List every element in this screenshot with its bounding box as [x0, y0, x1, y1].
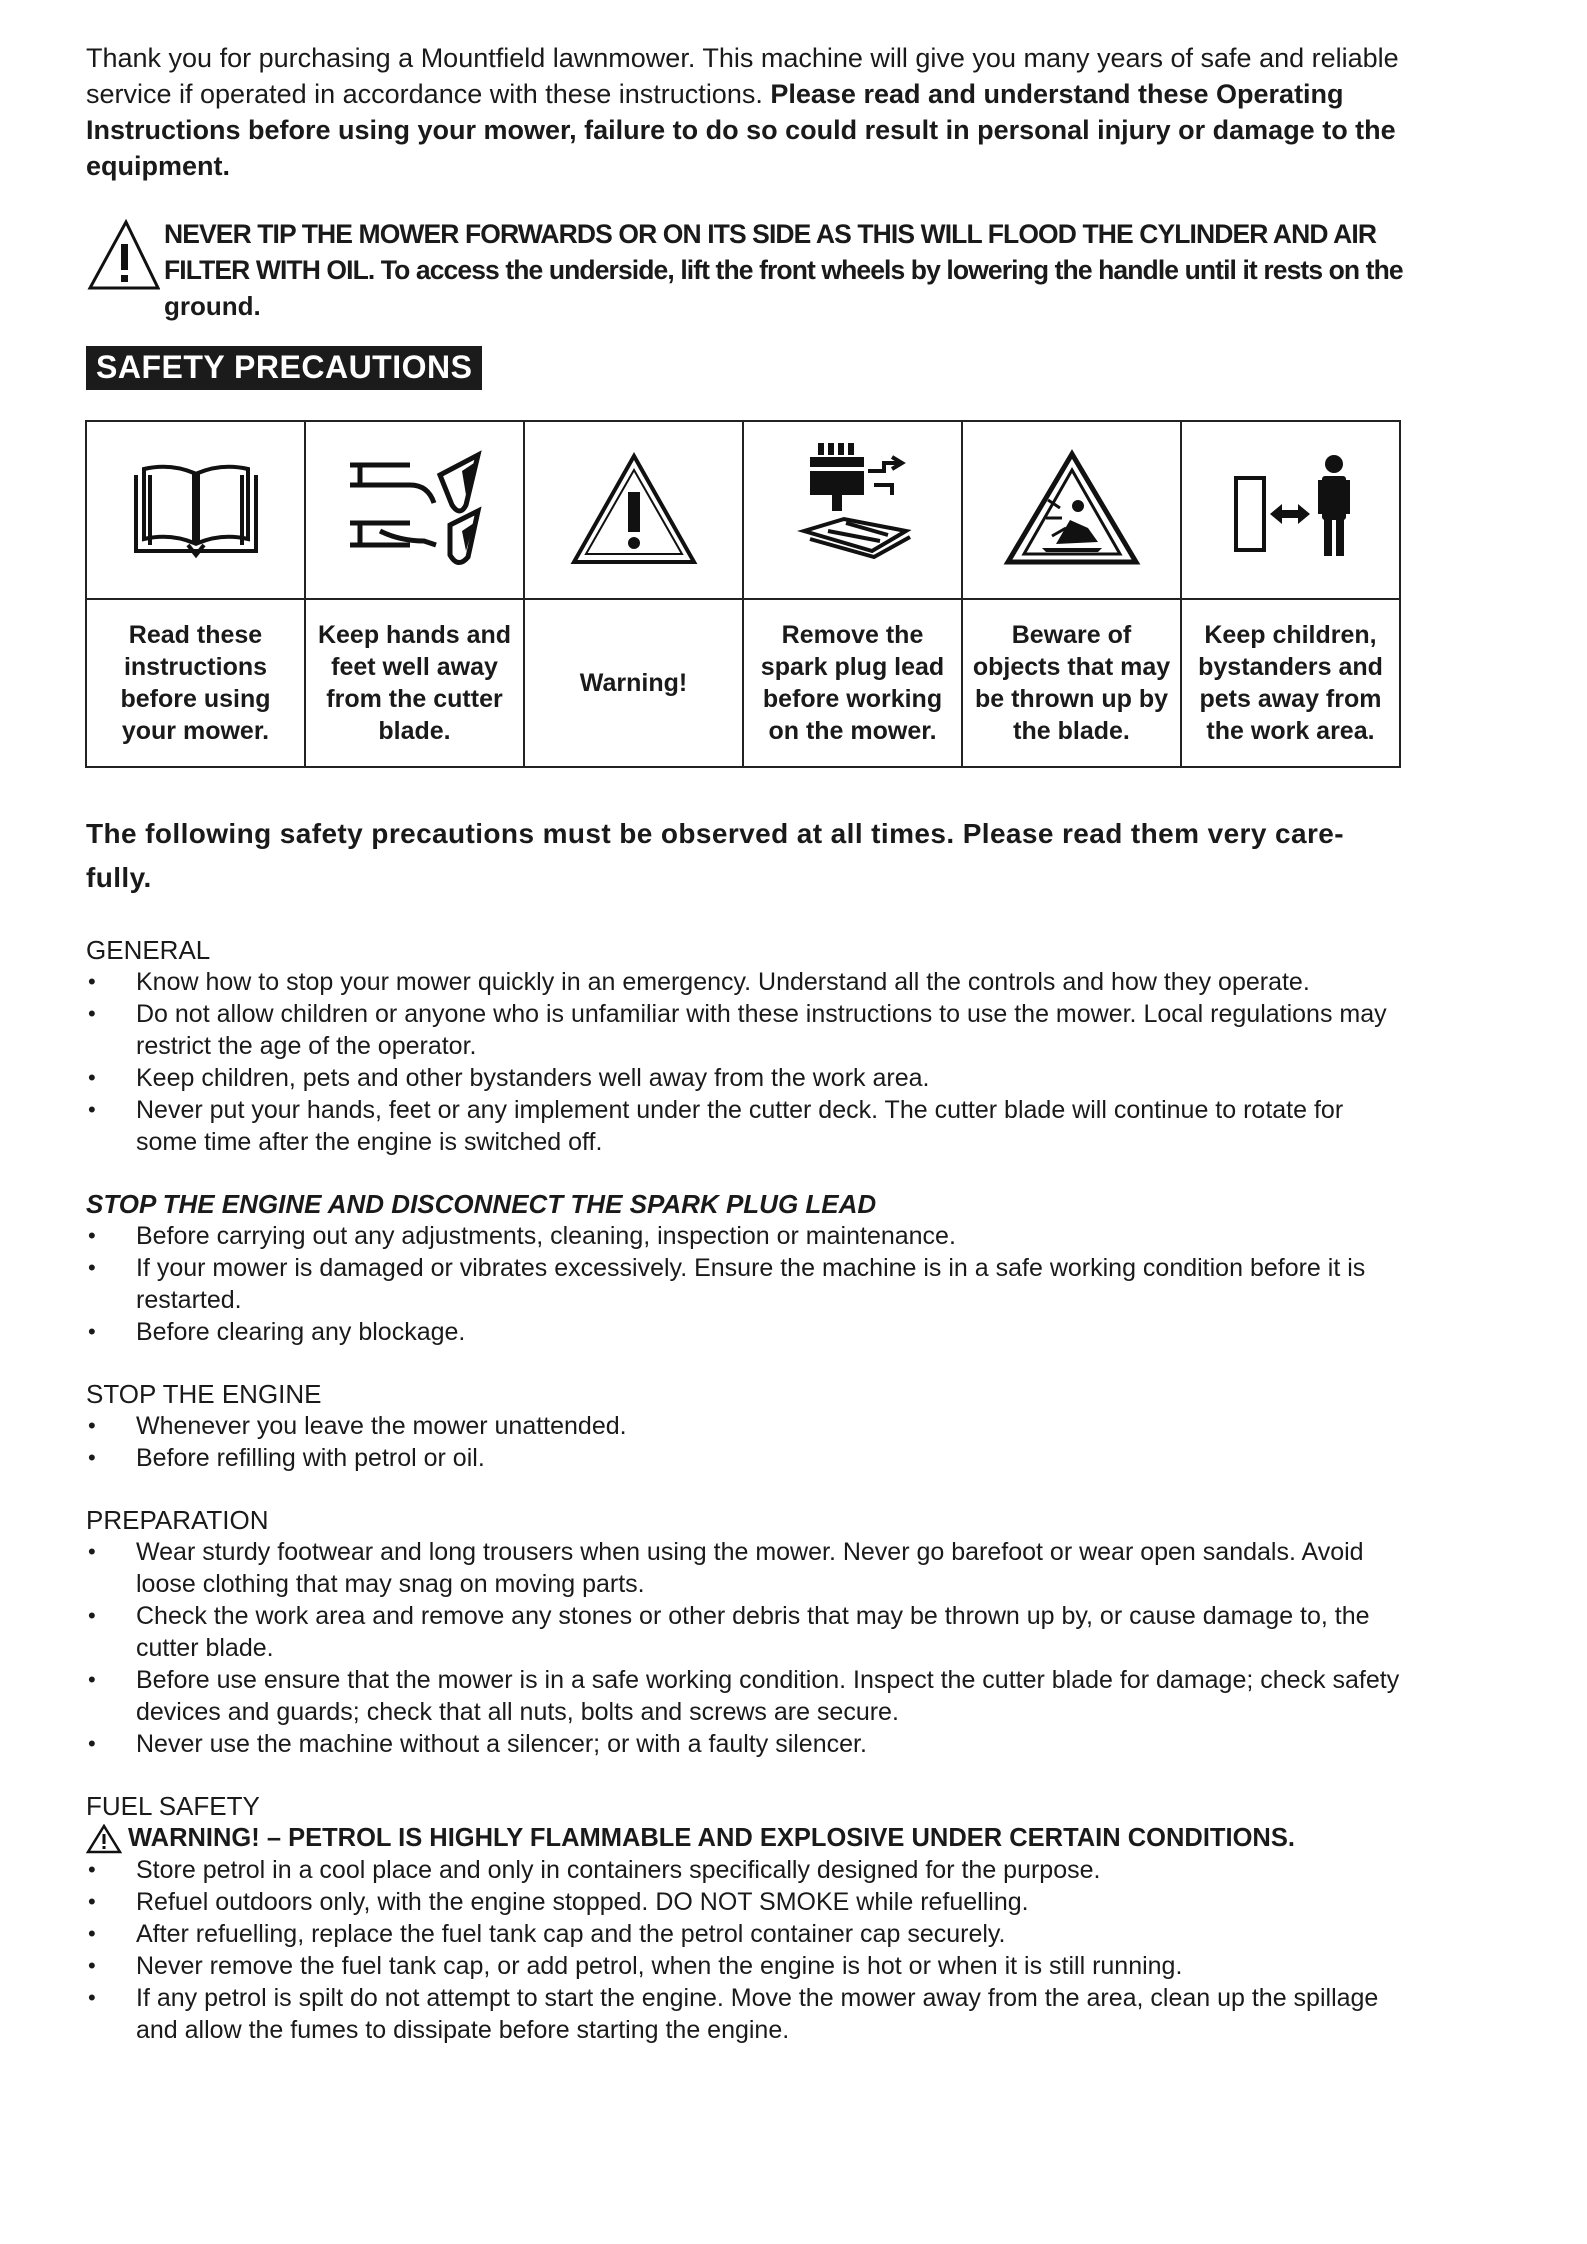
symbol-cell [305, 421, 524, 599]
warning-triangle-icon [86, 1824, 122, 1854]
manual-page [86, 40, 1406, 2046]
symbol-cell [1181, 421, 1400, 599]
section-banner: SAFETY PRECAUTIONS [86, 346, 482, 390]
lead-text: The following safety precautions must be observed at all times. Please read them very care-fully. [86, 818, 1344, 893]
symbol-cell [524, 421, 743, 599]
oil-warning-line3: ground. [164, 291, 261, 321]
symbol-cell [86, 421, 305, 599]
list-item: • Before clearing any blockage. [86, 1316, 1406, 1348]
warning-triangle-icon [568, 450, 700, 570]
fuel-warning [86, 1822, 1406, 1854]
symbol-caption-hands-feet: Keep hands and feet well away from the cutter blade. [305, 599, 524, 767]
section-title-stop-engine: STOP THE ENGINE [86, 1379, 322, 1409]
oil-warning-line2: FILTER WITH OIL. To access the underside, lift the front wheels by lowering the handle until it rests on the [164, 255, 1403, 285]
list-item: • Before use ensure that the mower is in a safe working condition. Inspect the cutter blade for damage; check safety devices and guards; check that all nuts, bolts and screws are secure. [86, 1664, 1406, 1728]
intro-paragraph [86, 40, 1406, 184]
general-list [86, 966, 1406, 1158]
list-item: • Never use the machine without a silencer; or with a faulty silencer. [86, 1728, 1406, 1760]
list-item: • Never remove the fuel tank cap, or add petrol, when the engine is hot or when it is still running. [86, 1950, 1406, 1982]
list-item: • Never put your hands, feet or any implement under the cutter deck. The cutter blade will continue to rotate for some time after the engine is switched off. [86, 1094, 1406, 1158]
intro-bold-text: Please read and understand these Operating Instructions before using your mower, failure to do so could result in personal injury or damage to the equipment. [86, 79, 1396, 181]
symbol-cell [962, 421, 1181, 599]
list-item: • Keep children, pets and other bystanders well away from the work area. [86, 1062, 1406, 1094]
keep-distance-icon [1216, 450, 1366, 570]
list-item: • Before refilling with petrol or oil. [86, 1442, 1406, 1474]
section-title-general: GENERAL [86, 935, 211, 965]
preparation-list [86, 1536, 1406, 1760]
list-item: • If any petrol is spilt do not attempt to start the engine. Move the mower away from the area, clean up the spillage and allow the fumes to dissipate before starting the engine. [86, 1982, 1406, 2046]
hands-feet-blade-icon [340, 445, 490, 575]
fuel-safety-list [86, 1854, 1406, 2046]
list-item: • If your mower is damaged or vibrates excessively. Ensure the machine is in a safe working condition before it is restarted. [86, 1252, 1406, 1316]
spark-plug-manual-icon [788, 435, 918, 585]
list-item: • After refuelling, replace the fuel tank cap and the petrol container cap securely. [86, 1918, 1406, 1950]
thrown-objects-icon [1002, 448, 1142, 572]
list-item: • Store petrol in a cool place and only in containers specifically designed for the purpose. [86, 1854, 1406, 1886]
section-title-stop-disconnect: STOP THE ENGINE AND DISCONNECT THE SPARK PLUG LEAD [86, 1189, 877, 1219]
symbol-cell [743, 421, 962, 599]
list-item: • Wear sturdy footwear and long trousers when using the mower. Never go barefoot or wear open sandals. Avoid loose clothing that may snag on moving parts. [86, 1536, 1406, 1600]
oil-warning-line1: NEVER TIP THE MOWER FORWARDS OR ON ITS SIDE AS THIS WILL FLOOD THE CYLINDER AND AIR [164, 219, 1377, 249]
open-book-icon [126, 455, 266, 565]
symbol-caption-thrown-objects: Beware of objects that may be thrown up by the blade. [962, 599, 1181, 767]
symbol-caption-keep-away: Keep children, bystanders and pets away from the work area. [1181, 599, 1400, 767]
list-item: • Know how to stop your mower quickly in an emergency. Understand all the controls and how they operate. [86, 966, 1406, 998]
symbol-caption-read: Read these instructions before using your mower. [86, 599, 305, 767]
list-item: • Do not allow children or anyone who is unfamiliar with these instructions to use the mower. Local regulations may restrict the age of the operator. [86, 998, 1406, 1062]
section-title-fuel-safety: FUEL SAFETY [86, 1791, 260, 1821]
list-item: • Refuel outdoors only, with the engine stopped. DO NOT SMOKE while refuelling. [86, 1886, 1406, 1918]
safety-symbols-table [85, 420, 1401, 768]
intro-text: Thank you for purchasing a Mountfield lawnmower. This machine will give you many years of safe and reliable service if operated in accordance with these instructions. [86, 43, 1399, 109]
fuel-warning-text: WARNING! – PETROL IS HIGHLY FLAMMABLE AND EXPLOSIVE UNDER CERTAIN CONDITIONS. [128, 1824, 1295, 1852]
list-item: • Before carrying out any adjustments, cleaning, inspection or maintenance. [86, 1220, 1406, 1252]
stop-disconnect-list [86, 1220, 1406, 1348]
symbol-caption-spark-plug: Remove the spark plug lead before working on the mower. [743, 599, 962, 767]
stop-engine-list [86, 1410, 1406, 1474]
list-item: • Whenever you leave the mower unattended. [86, 1410, 1406, 1442]
section-title-preparation: PREPARATION [86, 1505, 269, 1535]
list-item: • Check the work area and remove any stones or other debris that may be thrown up by, or cause damage to, the cutter blade. [86, 1600, 1406, 1664]
symbol-caption-warning: Warning! [524, 599, 743, 767]
warning-triangle-icon [86, 218, 160, 292]
oil-warning [86, 216, 1406, 324]
